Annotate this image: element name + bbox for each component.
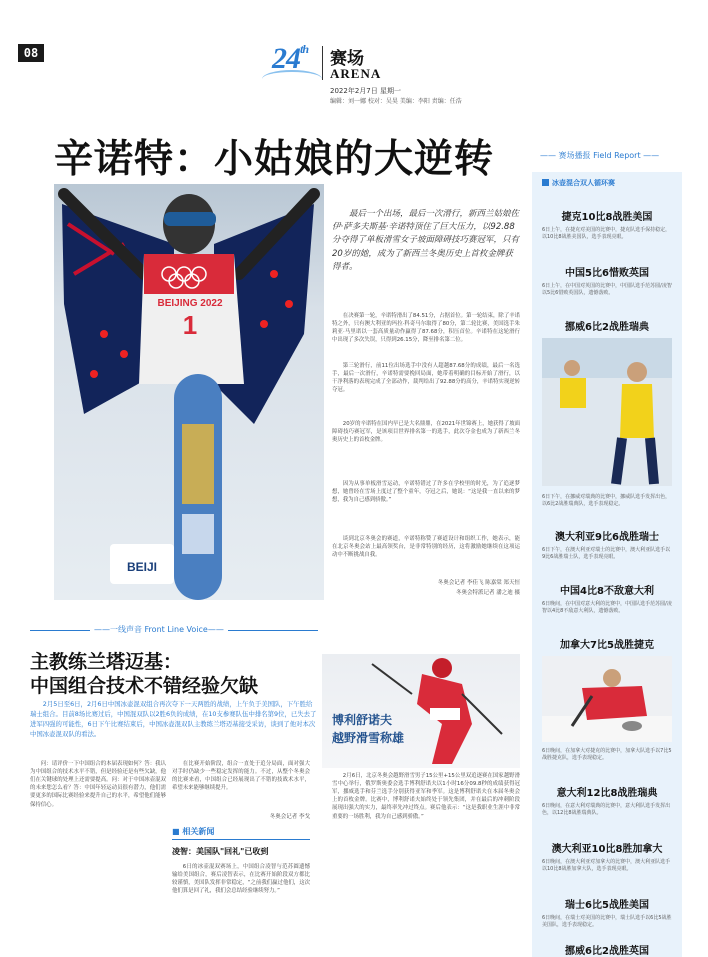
report-body: 6日晚间，在瑞士对美国的比赛中，瑞士队选手以6比5战胜美国队，选手表现稳定。 [542, 915, 672, 929]
report-item [532, 490, 682, 509]
report-body: 6日晚间，在加拿大对捷克的比赛中，加拿大队选手以7比5战胜捷克队，选手表现稳定。 [542, 748, 672, 762]
report-title: 加拿大7比5战胜捷克 [560, 640, 654, 651]
report-body: 6日晚间，在意大利对瑞典的比赛中，意大利队选手发挥出色，以12比8战胜瑞典队。 [542, 803, 671, 817]
issue-date: 2022年2月7日 星期一 [330, 87, 401, 95]
photo-credit: 冬奥会特派记者 潘之迪 摄 [456, 590, 520, 596]
main-lede: 最后一个出场，最后一次滑行，新西兰姑娘佐伊·萨多夫斯基·辛诺特顶住了巨大压力，以92.88分夺得了单板滑雪女子坡面障碍技巧赛冠军，只有20岁的她，成为了新西兰冬奥历史上首枚金牌获得者。 [332, 209, 520, 272]
report-title: 瑞士6比5战胜美国 [565, 900, 649, 911]
related-label: ■ 相关新闻 [172, 826, 310, 840]
related-news [172, 826, 310, 895]
related-title: 凌智：美国队"回礼"已收到 [172, 847, 269, 856]
report-item [532, 942, 682, 957]
main-body-p5: 谈到北京冬奥会的赛道，辛诺特称赞了赛道设计和组织工作，她表示，能在北京冬奥会站上最高领奖台，是非常特别的经历，这将激励她继续在这项运动中不断挑战自我。 [332, 536, 520, 559]
front-line-body-left: 问：请评价一下中国组合的本届表现如何？答：我认为中国组合的技术水平不错，但是经验还是有些欠缺，他们在关键球的处理上还需要提高。问：对于中国冰壶混双的未来您怎么看？答：中国年轻运动员很有潜力，他们需要更多的国际比赛经验来提升自己的水平，希望他们能够保持信心。 [30, 761, 166, 808]
sidebar-header: —— 赛场播报 Field Report —— [540, 151, 660, 160]
report-title: 挪威6比2战胜瑞典 [565, 322, 649, 333]
report-body: 6日下午，在澳大利亚对瑞士的比赛中，澳大利亚队选手以9比6战胜瑞士队，选手表现亮眼。 [542, 547, 671, 561]
report-title: 澳大利亚9比6战胜瑞士 [555, 532, 659, 543]
main-body-p2: 第三轮滑行，前11位出场选手中没有人超越87.68分的成绩，最后一名选手，最后一次滑行，辛诺特需要挽回局面，她带着明确的目标开始了滑行，以干净利落的表现完成了全部动作，裁判给出了92.88分的高分，辛诺特实现逆转夺冠。 [332, 363, 520, 394]
section-title: 赛场 [330, 49, 364, 69]
report-item [532, 528, 682, 562]
report-title: 捷克10比8战胜美国 [561, 212, 653, 223]
report-item [532, 582, 682, 616]
main-body-p4: 因为从事单板滑雪运动，辛诺特错过了许多在学校里的时光，为了追逐梦想，她曾经在雪场上度过了整个童年，夺冠之后，她说：“这是我一直以来的梦想，我为自己感到骄傲。” [332, 481, 520, 504]
report-title: 中国4比8不敌意大利 [560, 586, 654, 597]
editors-credit: 编辑：刘一娜 校对：吴昊 美编：李阳 责编：任浩 [330, 98, 462, 105]
report-item [532, 840, 682, 874]
curling-photo-2 [542, 656, 672, 742]
masthead-divider [322, 46, 323, 80]
bib-banner-text: BEIJING 2022 [157, 298, 223, 309]
ski-photo [322, 654, 520, 768]
report-item [532, 208, 682, 242]
report-item [532, 784, 682, 818]
edition-logo: 24th [272, 42, 309, 75]
front-line-headline-1: 主教练兰塔迈基： [30, 651, 183, 673]
report-body: 6日上午，在中国对英国的比赛中，中国队选手范苏圆/凌智以5比6惜败英国队，遗憾落败。 [542, 283, 672, 297]
front-line-headline-2: 中国组合技术不错经验欠缺 [30, 675, 259, 697]
report-body: 6日上午，在捷克对美国的比赛中，捷克队选手保持稳定，以10比8战胜美国队，选手表现亮眼。 [542, 227, 671, 241]
front-line-byline: 冬奥会记者 李戈 [269, 814, 310, 820]
curler-illustration [542, 338, 672, 486]
ski-headline-2: 越野滑雪称雄 [332, 731, 405, 745]
page-number: 08 [18, 44, 44, 62]
report-title: 意大利12比8战胜瑞典 [556, 788, 658, 799]
report-item [532, 264, 682, 298]
front-line-dek: 2月5日至6日，2月6日中国冰壶混双组合再次夺下一天两胜的战绩，上午负于美国队，下午胜给瑞士组合。目前8场比赛过后，中国混双队以2胜6负的成绩，在10支参赛队伍中排名第9位，已失去了进军四强的可能性，6日下午比赛结束后，中国冰壶混双队主教练兰塔迈基接受采访，谈到了他对本次中国冰壶混双队的看法。 [30, 700, 317, 738]
related-body: 6日的冰壶混双赛场上，中国组合凌智与范苏圆遗憾输给美国组合，赛后凌智表示，在比赛开始阶段双方都比较谨慎，美国队发挥非常稳定，“之前我们赢过他们，这次他们算是回了礼，我们会总结经验继续努力。” [172, 864, 310, 895]
logo-ribbon-decoration [262, 70, 322, 88]
ski-body: 2月6日，北京冬奥会越野滑雪男子15公里+15公里双追逐赛在国家越野滑雪中心举行，俄罗斯奥委会选手博利舒诺夫以1小时16分09.8秒的成绩获得冠军，挪威选手和芬兰选手分别获得亚军和季军。这是博利舒诺夫在本届冬奥会上的首枚金牌。比赛中，博利舒诺夫始终处于领先集团，并在最后的冲刺阶段展现出强大的实力，最终率先冲过终点。赛后他表示：“这是我职业生涯中非常重要的一场胜利，我为自己感到骄傲。” [332, 773, 520, 820]
report-item [532, 744, 682, 763]
report-title: 挪威6比2战胜英国 [565, 946, 649, 957]
front-line-label: ——一线声音 Front Line Voice—— [90, 624, 228, 635]
skier-illustration [322, 654, 520, 768]
report-body: 6日晚间，在中国对意大利的比赛中，中国队选手范苏圆/凌智以4比8不敌意大利队，遗憾落败。 [542, 601, 672, 615]
report-body: 6日晚间，在澳大利亚对加拿大的比赛中，澳大利亚队选手以10比8战胜加拿大队，选手表现亮眼。 [542, 859, 671, 873]
ski-headline-1: 博利舒诺夫 [332, 713, 393, 727]
sidebar-category: 冰壶混合双人循环赛 [542, 178, 615, 188]
report-title: 中国5比6惜败英国 [565, 268, 649, 279]
bib-number: 1 [182, 310, 198, 340]
board-logo-text: BEIJI [126, 560, 158, 574]
main-body-p1: 在决赛第一轮，辛诺特滑出了84.51分，占据首位。第一轮结束，除了辛诺特之外，只有澳大利亚的玛拉·科奇马尔取得了80分，第二轮比赛，美国选手朱莉亚·马里诺以一套高质量动作赢得了87.68分，积压首位。辛诺特在这轮滑行中出现了多次失误，只得到26.15分，降至排名第二位。 [332, 313, 520, 344]
report-body: 6日下午，在挪威对瑞典的比赛中，挪威队选手发挥出色，以6比2战胜瑞典队，选手表现稳定。 [542, 494, 671, 508]
report-item [532, 636, 682, 651]
sweeper-illustration [542, 656, 672, 742]
report-title: 澳大利亚10比8胜加拿大 [551, 844, 663, 855]
front-line-body-mid: 在比赛开始阶段，组合一直处于追分局面，面对强大对手时仍缺少一些稳定发挥的能力。不过，从整个冬奥会的比赛来看，中国组合已经展现出了不错的技战术水平，希望未来能够继续提升。 [172, 761, 310, 792]
main-photo-snowboarder [54, 184, 324, 600]
report-item [532, 896, 682, 930]
masthead [262, 40, 462, 106]
main-body-p3: 20岁的辛诺特在国内早已是大名鼎鼎，在2021年世锦赛上，她获得了坡面障碍技巧赛冠军，是该项目世界排名第一的选手，此次夺金也成为了新西兰冬奥历史上的首枚金牌。 [332, 421, 520, 444]
curling-photo-1 [542, 338, 672, 486]
snowboarder-illustration [54, 184, 324, 600]
section-title-en: ARENA [330, 66, 382, 81]
report-item [532, 318, 682, 333]
main-byline: 冬奥会记者 李佳飞 陈嘉棠 郑天恒 [437, 580, 520, 586]
main-headline: 辛诺特：小姑娘的大逆转 [54, 137, 495, 182]
field-report-sidebar [532, 146, 682, 957]
